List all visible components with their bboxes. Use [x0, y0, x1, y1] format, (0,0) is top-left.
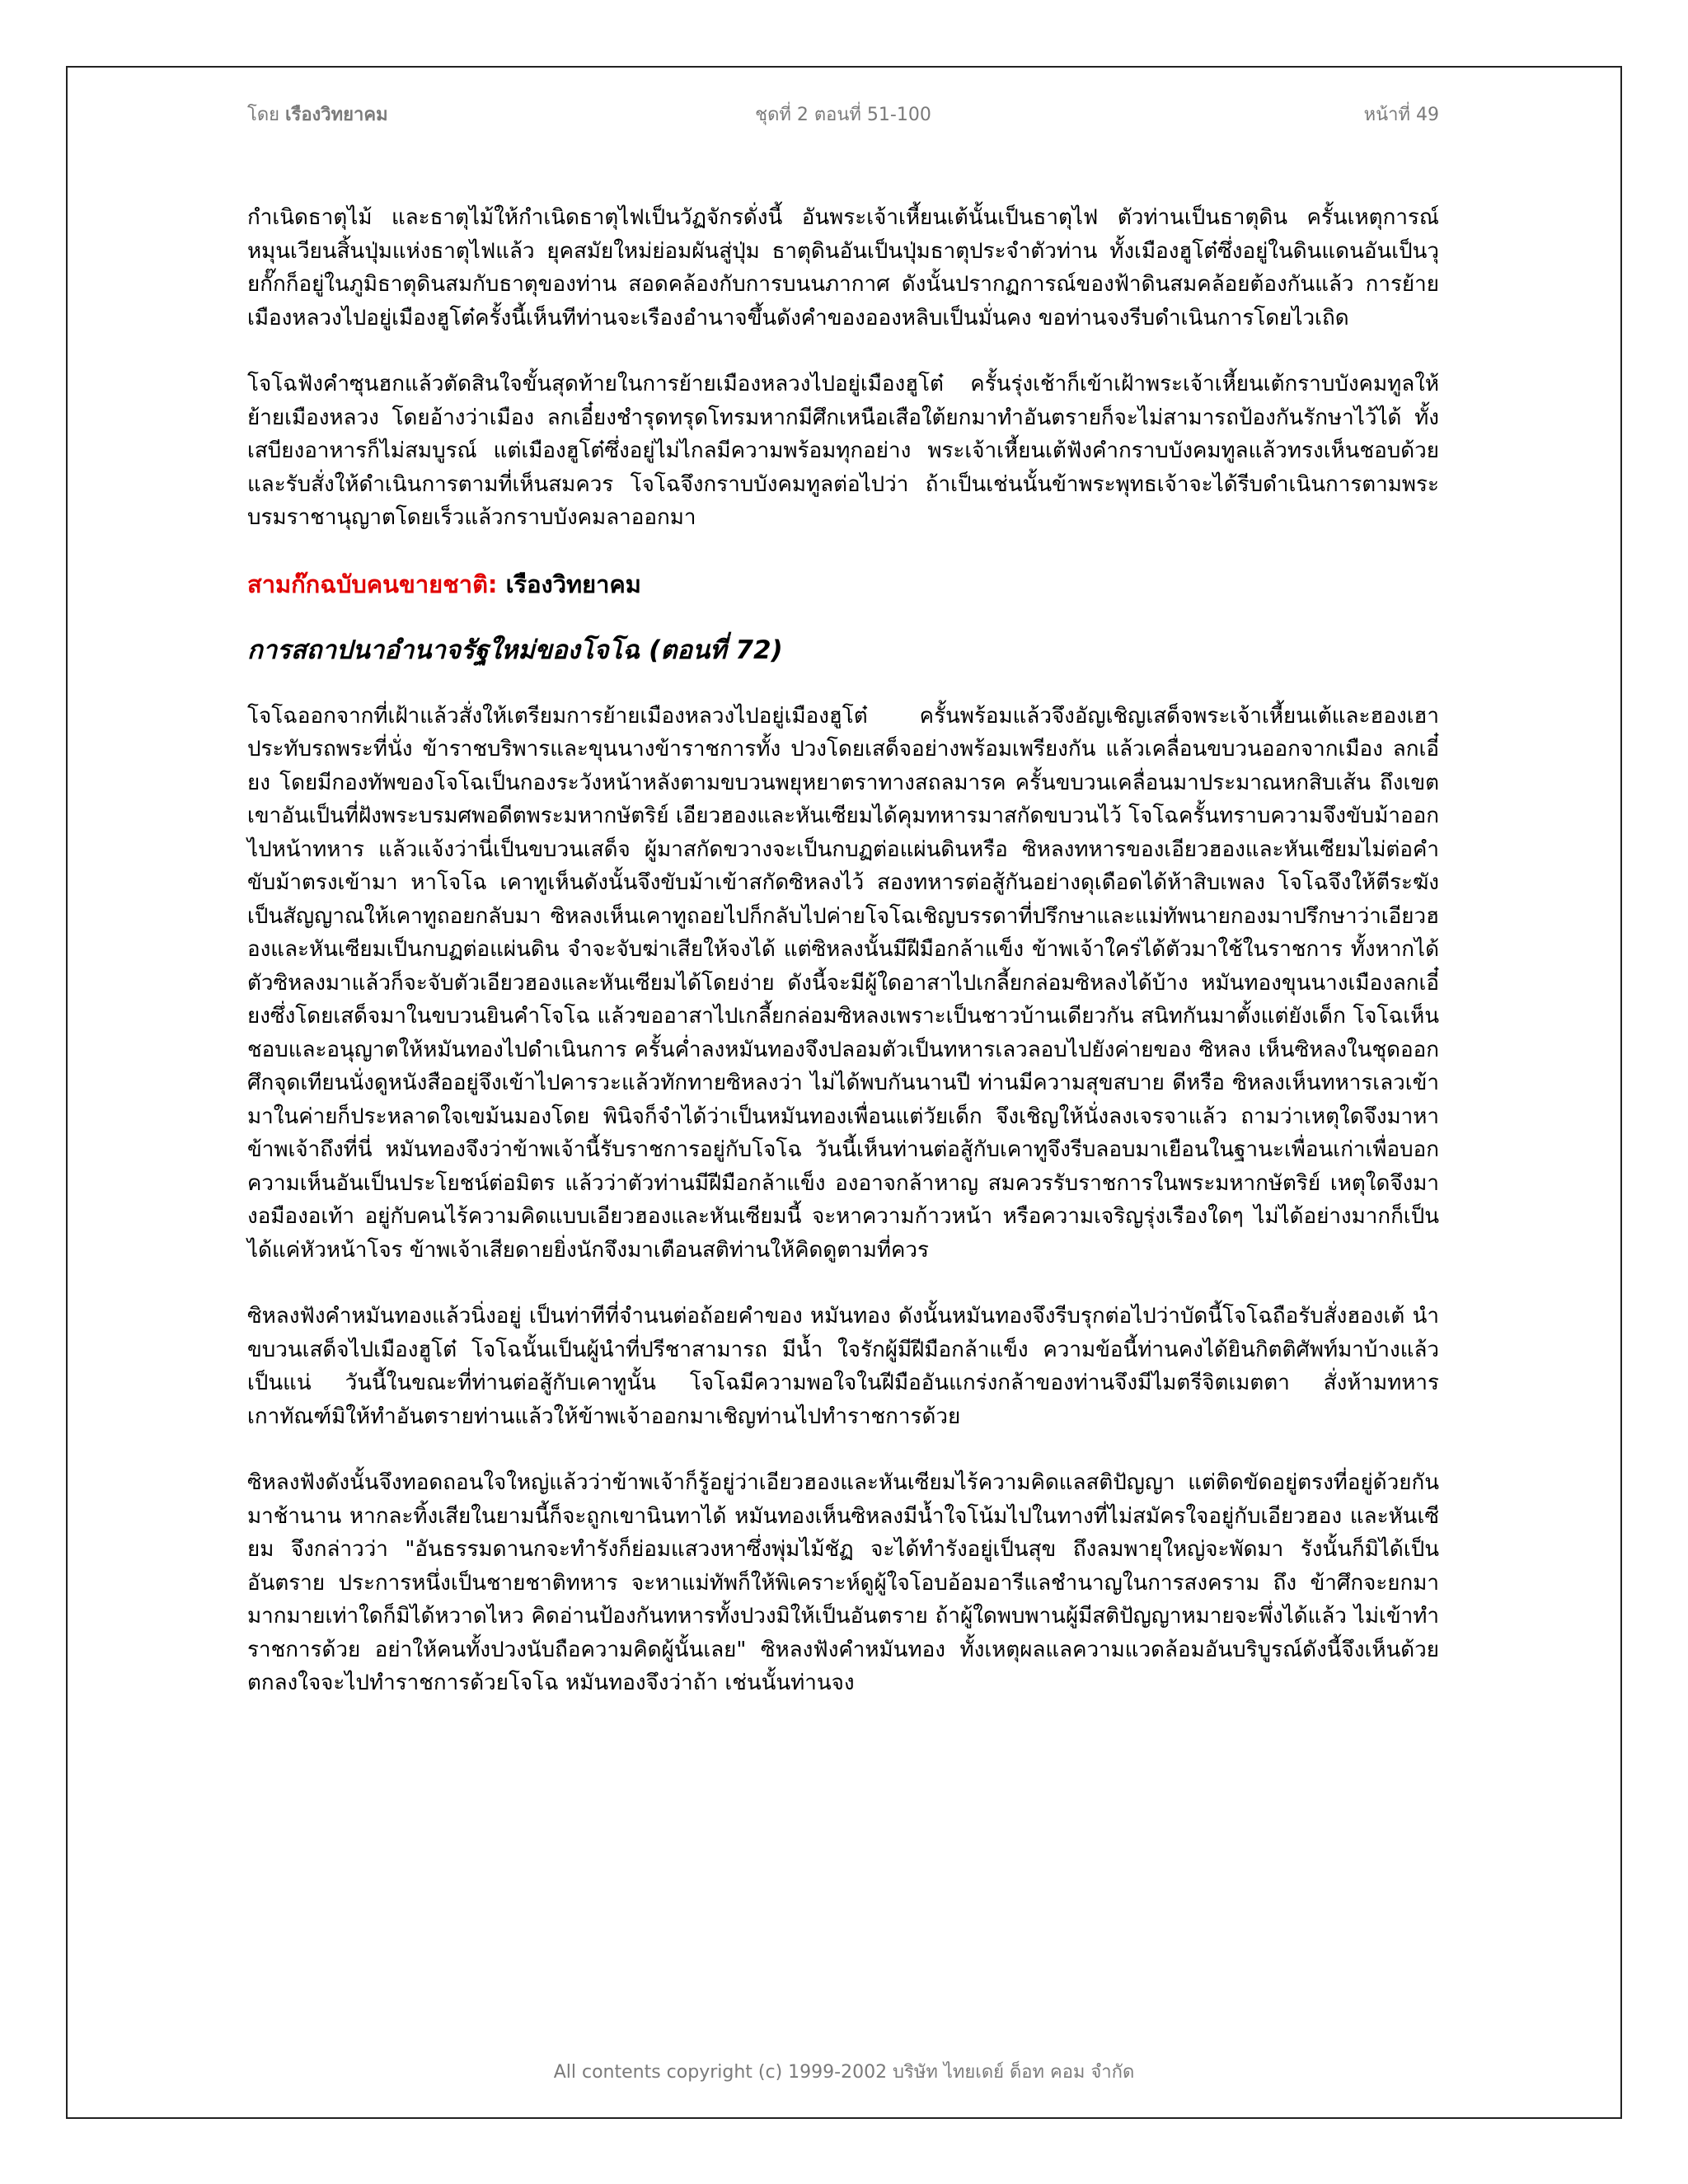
section-title-author: เรืองวิทยาคม [505, 569, 641, 598]
paragraph: โจโฉฟังคำซุนฮกแล้วตัดสินใจขั้นสุดท้ายในการย้ายเมืองหลวงไปอยู่เมืองฮูโต๋ ครั้นรุ่งเช้าก็เข้าเฝ้าพระเจ้าเหี้ยนเต้กราบบังคมทูลให้ย้ายเมืองหลวง โดยอ้างว่าเมือง ลกเอี๋ยงชำรุดทรุดโทรมหากมีศึกเหนือเสือใต้ยกมาทำอันตรายก็จะไม่สามารถป้องกันรักษาไว้ได้ ทั้งเสบียงอาหารก็ไม่สมบูรณ์ แต่เมืองฮูโต๋ซึ่งอยู่ไม่ไกลมีความพร้อมทุกอย่าง พระเจ้าเหี้ยนเต้ฟังคำกราบบังคมทูลแล้วทรงเห็นชอบด้วย และรับสั่งให้ดำเนินการตามที่เห็นสมควร โจโฉจึงกราบบังคมทูลต่อไปว่า ถ้าเป็นเช่นนั้นข้าพระพุทธเจ้าจะได้รีบดำเนินการตามพระบรมราชานุญาตโดยเร็วแล้วกราบบังคมลาออกมา [247, 372, 1439, 530]
article-body [247, 201, 1439, 1733]
page-footer-copyright: All contents copyright (c) 1999-2002 บริษัท ไทยเดย์ ด็อท คอม จำกัด [553, 2062, 1135, 2083]
paragraph: ซิหลงฟังคำหมันทองแล้วนิ่งอยู่ เป็นท่าทีที่จำนนต่อถ้อยคำของ หมันทอง ดังนั้นหมันทองจึงรีบรุกต่อไปว่าบัดนี้โจโฉถือรับสั่งฮองเต้ นำขบวนเสด็จไปเมืองฮูโต๋ โจโฉนั้นเป็นผู้นำที่ปรีชาสามารถ มีน้ำ ใจรักผู้มีฝีมือกล้าแข็ง ความข้อนี้ท่านคงได้ยินกิตติศัพท์มาบ้างแล้ว เป็นแน่ วันนี้ในขณะที่ท่านต่อสู้กับเคาทูนั้น โจโฉมีความพอใจในฝีมืออันแกร่งกล้าของท่านจึงมีไมตรีจิตเมตตา สั่งห้ามทหารเกาทัณฑ์มิให้ทำอันตรายท่านแล้วให้ข้าพเจ้าออกมาเชิญท่านไปทำราชการด้วย [247, 1304, 1439, 1429]
episode-title: การสถาปนาอำนาจรัฐใหม่ของโจโฉ (ตอนที่ 72) [247, 635, 783, 665]
section-title-series: สามก๊กฉบับคนขายชาติ: [247, 569, 498, 598]
header-author-name: เรืองวิทยาคม [285, 105, 388, 125]
header-series: ชุดที่ 2 ตอนที่ 51-100 [755, 105, 931, 125]
header-author-prefix: โดย [247, 105, 279, 125]
paragraph: โจโฉออกจากที่เฝ้าแล้วสั่งให้เตรียมการย้ายเมืองหลวงไปอยู่เมืองฮูโต๋ ครั้นพร้อมแล้วจึงอัญเชิญเสด็จพระเจ้าเหี้ยนเต้และฮองเฮาประทับรถพระที่นั่ง ข้าราชบริพารและขุนนางข้าราชการทั้ง ปวงโดยเสด็จอย่างพร้อมเพรียงกัน แล้วเคลื่อนขบวนออกจากเมือง ลกเอี๋ยง โดยมีกองทัพของโจโฉเป็นกองระวังหน้าหลังตามขบวนพยุหยาตราทางสถลมารค ครั้นขบวนเคลื่อนมาประมาณหกสิบเส้น ถึงเขตเขาอันเป็นที่ฝังพระบรมศพอดีตพระมหากษัตริย์ เอียวฮองและหันเซียมได้คุมทหารมาสกัดขบวนไว้ โจโฉครั้นทราบความจึงขับม้าออกไปหน้าทหาร แล้วแจ้งว่านี่เป็นขบวนเสด็จ ผู้มาสกัดขวางจะเป็นกบฏต่อแผ่นดินหรือ ซิหลงทหารของเอียวฮองและหันเซียมไม่ต่อคำ ขับม้าตรงเข้ามา หาโจโฉ เคาทูเห็นดังนั้นจึงขับม้าเข้าสกัดซิหลงไว้ สองทหารต่อสู้กันอย่างดุเดือดได้ห้าสิบเพลง โจโฉจึงให้ตีระฆังเป็นสัญญาณให้เคาทูถอยกลับมา ซิหลงเห็นเคาทูถอยไปก็กลับไปค่ายโจโฉเชิญบรรดาที่ปรึกษาและแม่ทัพนายกองมาปรึกษาว่าเอียวฮองและหันเซียมเป็นกบฏต่อแผ่นดิน จำจะจับฆ่าเสียให้จงได้ แต่ซิหลงนั้นมีฝีมือกล้าแข็ง ข้าพเจ้าใคร่ได้ตัวมาใช้ในราชการ ทั้งหากได้ตัวซิหลงมาแล้วก็จะจับตัวเอียวฮองและหันเซียมได้โดยง่าย ดังนี้จะมีผู้ใดอาสาไปเกลี้ยกล่อมซิหลงได้บ้าง หมันทองขุนนางเมืองลกเอี๋ยงซึ่งโดยเสด็จมาในขบวนยินคำโจโฉ แล้วขออาสาไปเกลี้ยกล่อมซิหลงเพราะเป็นชาวบ้านเดียวกัน สนิทกันมาตั้งแต่ยังเด็ก โจโฉเห็นชอบและอนุญาตให้หมันทองไปดำเนินการ ครั้นค่ำลงหมันทองจึงปลอมตัวเป็นทหารเลวลอบไปยังค่ายของ ซิหลง เห็นซิหลงในชุดออกศึกจุดเทียนนั่งดูหนังสืออยู่จึงเข้าไปคารวะแล้วทักทายซิหลงว่า ไม่ได้พบกันนานปี ท่านมีความสุขสบาย ดีหรือ ซิหลงเห็นทหารเลวเข้ามาในค่ายก็ประหลาดใจเขม้นมองโดย พินิจก็จำได้ว่าเป็นหมันทองเพื่อนแต่วัยเด็ก จึงเชิญให้นั่งลงเจรจาแล้ว ถามว่าเหตุใดจึงมาหาข้าพเจ้าถึงที่นี่ หมันทองจึงว่าข้าพเจ้านี้รับราชการอยู่กับโจโฉ วันนี้เห็นท่านต่อสู้กับเคาทูจึงรีบลอบมาเยือนในฐานะเพื่อนเก่าเพื่อบอกความเห็นอันเป็นประโยชน์ต่อมิตร แล้วว่าตัวท่านมีฝีมือกล้าแข็ง องอาจกล้าหาญ สมควรรับราชการในพระมหากษัตริย์ เหตุใดจึงมางอมืองอเท้า อยู่กับคนไร้ความคิดแบบเอียวฮองและหันเซียมนี้ จะหาความก้าวหน้า หรือความเจริญรุ่งเรืองใดๆ ไม่ได้อย่างมากก็เป็นได้แค่หัวหน้าโจร ข้าพเจ้าเสียดายยิ่งนักจึงมาเตือนสติท่านให้คิดดูตามที่ควร [247, 703, 1439, 1263]
page-header [247, 100, 1439, 133]
paragraph: ซิหลงฟังดังนั้นจึงทอดถอนใจใหญ่แล้วว่าข้าพเจ้าก็รู้อยู่ว่าเอียวฮองและหันเซียมไร้ความคิดแลสติปัญญา แต่ติดขัดอยู่ตรงที่อยู่ด้วยกันมาช้านาน หากละทิ้งเสียในยามนี้ก็จะถูกเขานินทาได้ หมันทองเห็นซิหลงมีน้ำใจโน้มไปในทางที่ไม่สมัครใจอยู่กับเอียวฮอง และหันเซียม จึงกล่าวว่า "อันธรรมดานกจะทำรังก็ย่อมแสวงหาซึ่งพุ่มไม้ชัฏ จะได้ทำรังอยู่เป็นสุข ถึงลมพายุใหญ่จะพัดมา รังนั้นก็มิได้เป็นอันตราย ประการหนึ่งเป็นชายชาติทหาร จะหาแม่ทัพก็ให้พิเคราะห์ดูผู้ใจโอบอ้อมอารีแลชำนาญในการสงคราม ถึง ข้าศึกจะยกมามากมายเท่าใดก็มิได้หวาดไหว คิดอ่านป้องกันทหารทั้งปวงมิให้เป็นอันตราย ถ้าผู้ใดพบพานผู้มีสติปัญญาหมายจะพึ่งได้แล้ว ไม่เข้าทำราชการด้วย อย่าให้คนทั้งปวงนับถือความคิดผู้นั้นเลย" ซิหลงฟังคำหมันทอง ทั้งเหตุผลแลความแวดล้อมอันบริบูรณ์ดังนี้จึงเห็นด้วยตกลงใจจะไปทำราชการด้วยโจโฉ หมันทองจึงว่าถ้า เช่นนั้นท่านจง [247, 1470, 1439, 1695]
paragraph: กำเนิดธาตุไม้ และธาตุไม้ให้กำเนิดธาตุไฟเป็นวัฏจักรดั่งนี้ อันพระเจ้าเหี้ยนเต้นั้นเป็นธาตุไฟ ตัวท่านเป็นธาตุดิน ครั้นเหตุการณ์หมุนเวียนสิ้นปุ่มแห่งธาตุไฟแล้ว ยุคสมัยใหม่ย่อมผันสู่ปุ่ม ธาตุดินอันเป็นปุ่มธาตุประจำตัวท่าน ทั้งเมืองฮูโต๋ซึ่งอยู่ในดินแดนอันเป็นวุยกั๊กก็อยู่ในภูมิธาตุดินสมกับธาตุของท่าน สอดคล้องกับการบนนภากาศ ดังนั้นปรากฏการณ์ของฟ้าดินสมคล้อยต้องกันแล้ว การย้ายเมืองหลวงไปอยู่เมืองฮูโต๋ครั้งนี้เห็นทีท่านจะเรืองอำนาจขึ้นดังคำของอองหลิบเป็นมั่นคง ขอท่านจงรีบดำเนินการโดยไวเถิด [247, 205, 1439, 330]
section-title [247, 568, 1439, 601]
header-page-number: หน้าที่ 49 [1363, 105, 1439, 125]
